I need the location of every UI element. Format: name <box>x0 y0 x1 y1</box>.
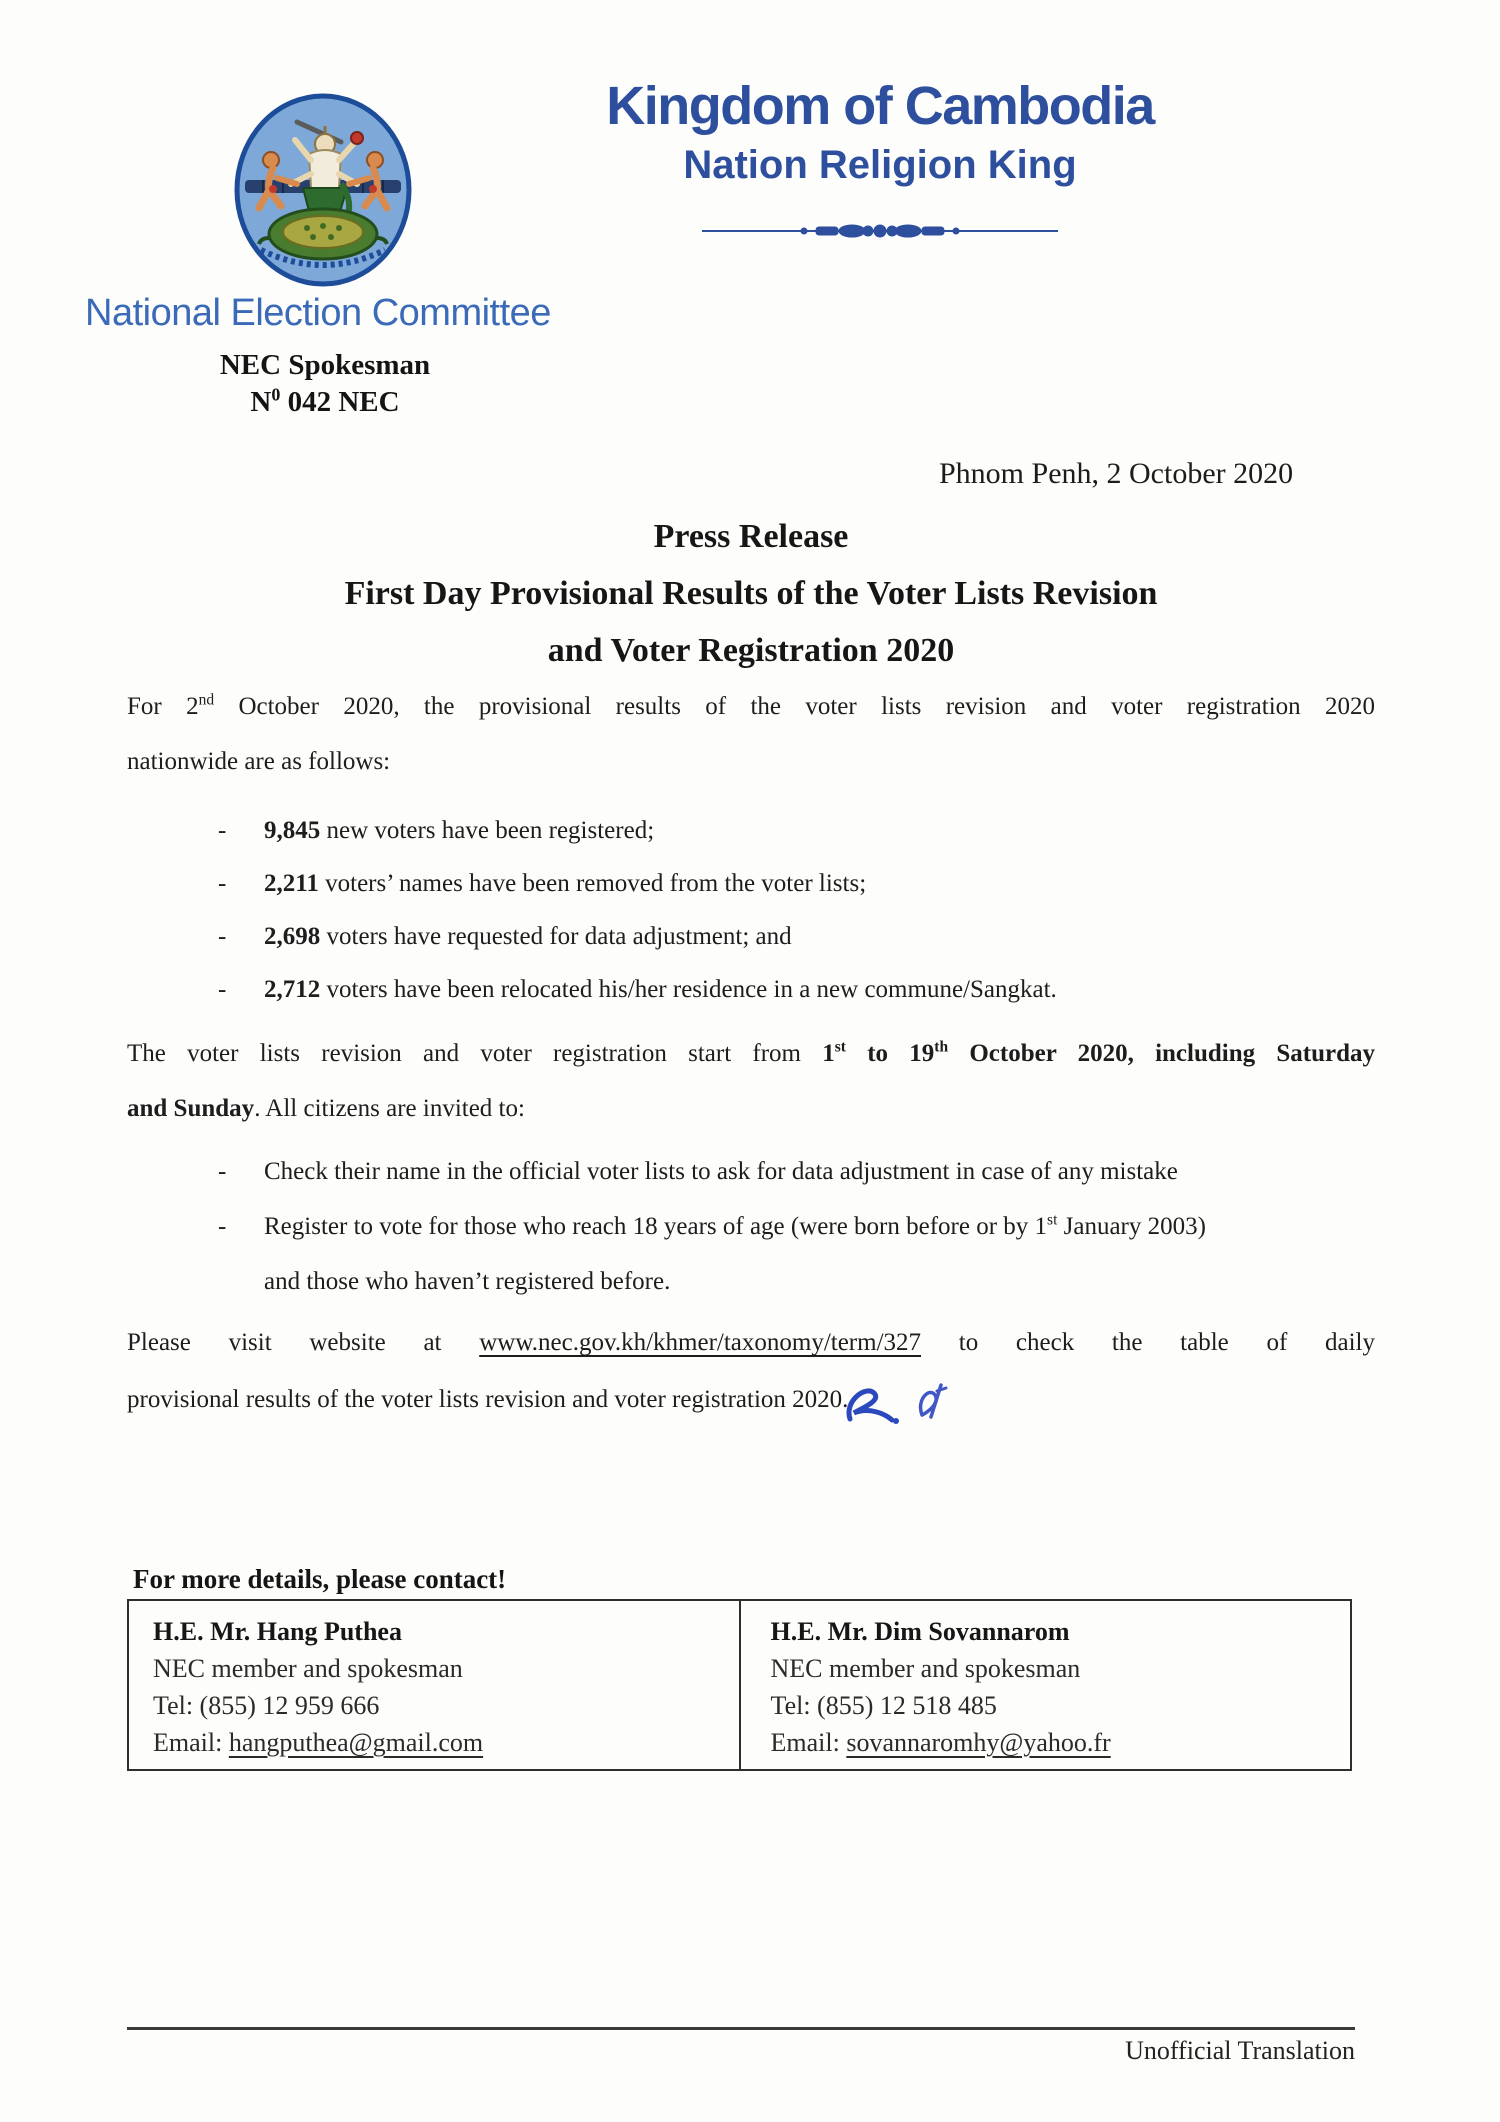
document-body <box>127 494 1375 1771</box>
schedule-paragraph <box>127 1026 1375 1136</box>
list-item <box>127 1144 1375 1199</box>
website-paragraph <box>127 1314 1375 1428</box>
nec-seal <box>233 92 413 288</box>
contact-role: NEC member and spokesman <box>153 1654 463 1683</box>
invitation-list <box>127 1144 1375 1309</box>
list-item <box>127 910 1375 963</box>
bullet-dash: - <box>218 1213 227 1240</box>
spokesman-label: NEC Spokesman <box>219 349 431 381</box>
committee-name: National Election Committee <box>85 292 551 334</box>
footer-rule <box>127 2027 1355 2066</box>
list-item-text: and those who haven’t registered before. <box>264 1268 671 1295</box>
reference-number: $N^0$ 042 NEC <box>250 384 400 418</box>
dateline: Phnom Penh, 2 October 2020 <box>939 457 1294 490</box>
list-item <box>127 1199 1375 1309</box>
bullet-dash: - <box>218 817 227 844</box>
contact-heading: For more details, please contact! <box>133 1564 507 1594</box>
email-address: sovannaromhy@yahoo.fr <box>846 1728 1111 1757</box>
list-item <box>127 804 1375 857</box>
paragraph-line <box>127 1371 1375 1428</box>
bullet-dash: - <box>218 976 227 1003</box>
paragraph-line: and Sunday. All citizens are invited to: <box>127 1095 525 1122</box>
bullet-dash: - <box>218 870 227 897</box>
contact-name: H.E. Mr. Hang Puthea <box>153 1617 402 1646</box>
contact-table <box>127 1599 1352 1771</box>
header-block <box>560 78 1200 249</box>
contact-role: NEC member and spokesman <box>770 1654 1081 1683</box>
contact-email-row <box>153 1724 729 1761</box>
list-item <box>127 857 1375 910</box>
motto-title: Nation Religion King <box>683 143 1077 187</box>
intro-paragraph <box>127 679 1375 789</box>
list-item-text: Check their name in the official voter lists to ask for data adjustment in case of any mistake <box>264 1158 1178 1185</box>
press-release-label: Press Release <box>653 518 849 555</box>
contact-tel: Tel: (855) 12 959 666 <box>153 1691 380 1720</box>
document-title <box>127 508 1375 679</box>
contact-name: H.E. Mr. Dim Sovannarom <box>770 1617 1070 1646</box>
email-label: Email: <box>153 1728 229 1757</box>
contact-email-row <box>771 1724 1341 1761</box>
signature-initials <box>842 1379 972 1431</box>
contact-card-dim-sovannarom <box>740 1600 1352 1770</box>
email-address: hangputhea@gmail.com <box>228 1728 484 1757</box>
paragraph-line: nationwide are as follows: <box>127 748 391 775</box>
title-line-2: First Day Provisional Results of the Voter Lists Revision <box>344 575 1158 612</box>
title-line-3: and Voter Registration 2020 <box>547 632 955 669</box>
ornament-divider <box>700 218 1060 244</box>
list-item-text: 2,712 voters have been relocated his/her residence in a new commune/Sangkat. <box>264 976 1057 1003</box>
contact-card-hang-puthea <box>128 1600 740 1770</box>
list-item-text: Register to vote for those who reach 18 years of age (were born before or by 1st January 2003) <box>264 1211 1206 1240</box>
bullet-dash: - <box>218 923 227 950</box>
paragraph-text: provisional results of the voter lists revision and voter registration 2020. <box>127 1386 849 1413</box>
kingdom-title: Kingdom of Cambodia <box>606 76 1154 136</box>
results-list <box>127 804 1375 1016</box>
email-label: Email: <box>770 1728 847 1757</box>
list-item-text: 2,211 voters’ names have been removed from the voter lists; <box>264 870 867 897</box>
contact-tel: Tel: (855) 12 518 485 <box>770 1691 997 1720</box>
paragraph-line: For 2nd October 2020, the provisional results of the voter lists revision and voter registration 2020 <box>127 691 1375 720</box>
unofficial-translation-note: Unofficial Translation <box>1125 2036 1355 2065</box>
list-item-text: 9,845 new voters have been registered; <box>264 817 655 844</box>
paragraph-line: The voter lists revision and voter registration start from 1st to 19th October 2020, including Saturday <box>127 1038 1376 1067</box>
list-item-text: 2,698 voters have requested for data adjustment; and <box>264 923 792 950</box>
spokesman-block <box>130 347 520 421</box>
list-item <box>127 963 1375 1016</box>
bullet-dash: - <box>218 1158 227 1185</box>
paragraph-line: Please visit website at www.nec.gov.kh/khmer/taxonomy/term/327 to check the table of daily <box>127 1329 1375 1356</box>
